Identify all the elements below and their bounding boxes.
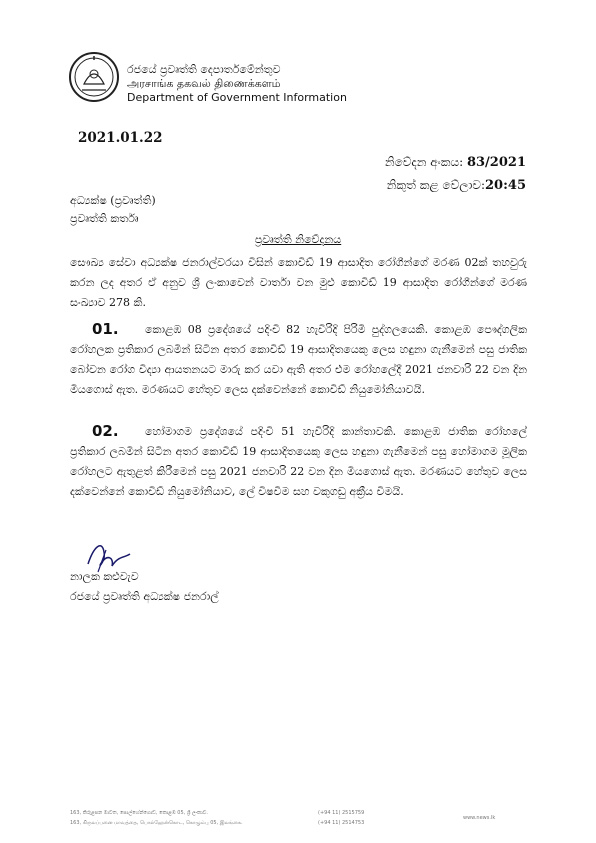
department-name-block (127, 63, 347, 105)
issue-time-line (385, 174, 526, 197)
footer-phones (318, 808, 364, 828)
item-2-text: හෝමාගම ප්‍රදේශයේ පදිංචි 51 හැවිරිදි කාන්තාවකි. කොළඹ ජාතික රෝහලේ ප්‍රතිකාර ලබමින් සිටින අතර කොවිඩ් 19 ආසාදිතයෙකු ලෙස හඳුනා ගැනීමෙන් පසු හෝමාගම මූලික රෝහලට ඇතුළත් කිරීමෙන් පසු 2021 ජනවාරි 22 වන දින මියගොස් ඇත. මරණයට හේතුව ලෙස දක්වෙන්නේ කොවිඩ් නියුමෝනියාව, ලේ විෂවීම සහ වකුගඩු අක්‍රීය වීමයි. (70, 425, 527, 498)
release-number-line (385, 151, 526, 174)
item-1-number: 01. (92, 320, 119, 338)
release-date: 2021.01.22 (78, 130, 163, 146)
footer-address (70, 808, 243, 828)
intro-paragraph: සෞඛ්‍ය සේවා අධ්‍යක්ෂ ජනරාල්වරයා විසින් කොවිඩ් 19 ආසාදිත රෝගීන්ගේ මරණ 02ක් තහවුරු කරන ලද අතර ඒ අනුව ශ්‍රී ලංකාවෙන් වාර්තා වන මුළු කොවිඩ් 19 ආසාදිත රෝගීන්ගේ මරණ සංඛ්‍යාව 278 කි. (70, 256, 527, 309)
department-name-tamil: அரசாங்க தகவல் திணைக்களம் (127, 77, 281, 90)
footer-address-line-2: 163, கிருலப்பனை மாவத்தை, பொல்ஹேன்கொட, கொழும்பு 05, இலங்கை. (70, 820, 243, 826)
signatory-block (70, 567, 219, 607)
government-emblem-logo (68, 50, 120, 104)
release-number-label: නිවේදන අංකය: (384, 155, 464, 169)
recipient-line-2: ප්‍රවෘත්ති කර්තෘ (70, 212, 139, 225)
footer-address-line-1: 163, කිරුළපන මාවත, පොල්හේන්ගොඩ, කොළඹ 05, ශ්‍රී ලංකාව. (70, 810, 208, 816)
department-name-english: Department of Government Information (127, 91, 347, 104)
department-name-sinhala: රජයේ ප්‍රවෘත්ති දෙපාර්තමේන්තුව (127, 63, 281, 76)
issue-time: 20:45 (485, 178, 526, 193)
item-2-number: 02. (92, 422, 119, 440)
footer-phone-2: (+94 11) 2514753 (318, 820, 365, 826)
footer-website: www.news.lk (463, 815, 496, 821)
recipient-block (70, 192, 156, 228)
document-heading (0, 233, 596, 247)
recipient-line-1: අධ්‍යක්ෂ (ප්‍රවෘත්ති) (70, 194, 156, 207)
signatory-title: රජයේ ප්‍රවෘත්ති අධ්‍යක්ෂ ජනරාල් (70, 590, 219, 603)
release-number: 83/2021 (466, 155, 526, 170)
signatory-name: නාලක කළුවැව (70, 570, 139, 583)
footer-phone-1: (+94 11) 2515759 (318, 810, 365, 816)
item-1-text: කොළඹ 08 ප්‍රදේශයේ පදිංචි 82 හැවිරිදි පිරිමි පුද්ගලයෙකි. කොළඹ පෞද්ගලික රෝහලක ප්‍රතිකාර ලබමින් සිටින අතර කොවිඩ් 19 ආසාදිතයෙකු ලෙස හඳුනා ගැනීමෙන් පසු ජාතික බෝවන රෝග විද්‍යා ආයතනයට මාරු කර යවා ඇති අතර එම රෝහලේදී 2021 ජනවාරි 22 වන දින මියගොස් ඇත. මරණයට හේතුව ලෙස දක්වෙන්නේ කොවිඩ් නියුමෝනියාවයි. (70, 323, 527, 396)
issue-time-label: නිකුත් කළ වේලාව: (386, 178, 486, 192)
release-reference (385, 151, 526, 197)
document-heading-text: ප්‍රවෘත්ති නිවේදනය (254, 233, 342, 246)
